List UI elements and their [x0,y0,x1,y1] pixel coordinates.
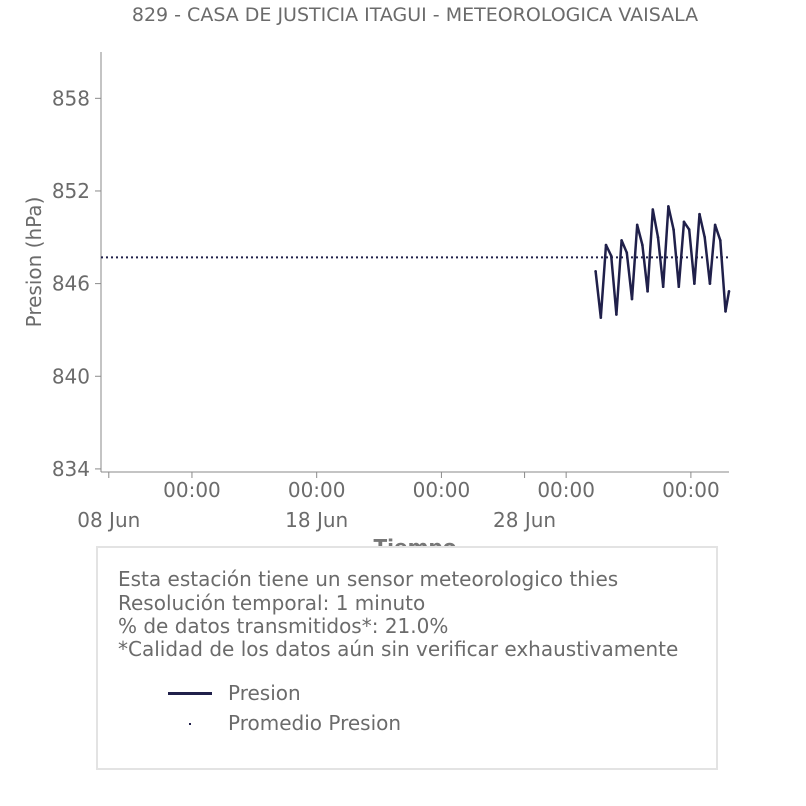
pressure-data-point [631,298,634,301]
pressure-data-point [615,313,618,316]
y-tick-label: 840 [51,364,90,389]
pressure-data-point [719,239,722,242]
pressure-data-point [714,224,717,227]
pressure-data-point [683,221,686,224]
pressure-data-point [693,282,696,285]
x-tick-time-label: 00:00 [163,478,221,502]
info-resolution-text: Resolución temporal: 1 minuto [118,591,426,615]
pressure-data-point [703,236,706,239]
pressure-data-point [667,205,670,208]
pressure-data-point [672,228,675,231]
pressure-data-point [657,236,660,239]
pressure-data-point [605,244,608,247]
legend-dot-swatch [189,723,191,725]
info-box [96,546,718,770]
pressure-data-point [600,316,603,319]
chart-title: 829 - CASA DE JUSTICIA ITAGUI - METEOROLOGICA VAISALA [131,4,699,26]
x-ticks [77,472,719,532]
x-tick-date-label: 28 Jun [493,508,557,532]
x-tick-time-label: 00:00 [662,478,720,502]
pressure-data-point [636,224,639,227]
pressure-data-point [677,285,680,288]
pressure-data-point [709,282,712,285]
pressure-data-point [641,244,644,247]
pressure-series-line [596,206,729,317]
y-tick-label: 834 [51,456,90,481]
x-tick-time-label: 00:00 [287,478,346,502]
x-tick-date-label: 08 Jun [77,508,141,532]
pressure-data-point [610,255,613,258]
legend-label-presion: Presion [228,681,301,705]
pressure-data-point [620,239,623,242]
pressure-data-point [662,285,665,288]
legend-line-swatch [168,692,212,695]
pressure-data-point [646,290,649,293]
pressure-data-point [625,251,628,254]
x-tick-time-label: 00:00 [412,478,471,502]
pressure-data-point [698,213,701,216]
y-tick-label: 852 [51,178,90,203]
x-tick-time-label: 00:00 [537,478,595,502]
x-tick-date-label: 18 Jun [285,508,349,532]
pressure-data-point [724,310,727,313]
pressure-data-point [728,290,731,293]
y-tick-label: 858 [51,86,90,111]
pressure-data-point [688,228,691,231]
info-sensor-text: Esta estación tiene un sensor meteorologico thies [118,567,619,591]
info-transmitted-text: % de datos transmitidos*: 21.0% [118,614,449,638]
pressure-data-point [651,208,654,211]
legend-label-promedio: Promedio Presion [228,711,402,735]
y-tick-label: 846 [51,271,90,296]
y-ticks [52,86,101,481]
pressure-data-point [594,270,597,273]
y-axis-label: Presion (hPa) [22,196,46,328]
info-quality-text: *Calidad de los datos aún sin verificar exhaustivamente [118,637,679,661]
